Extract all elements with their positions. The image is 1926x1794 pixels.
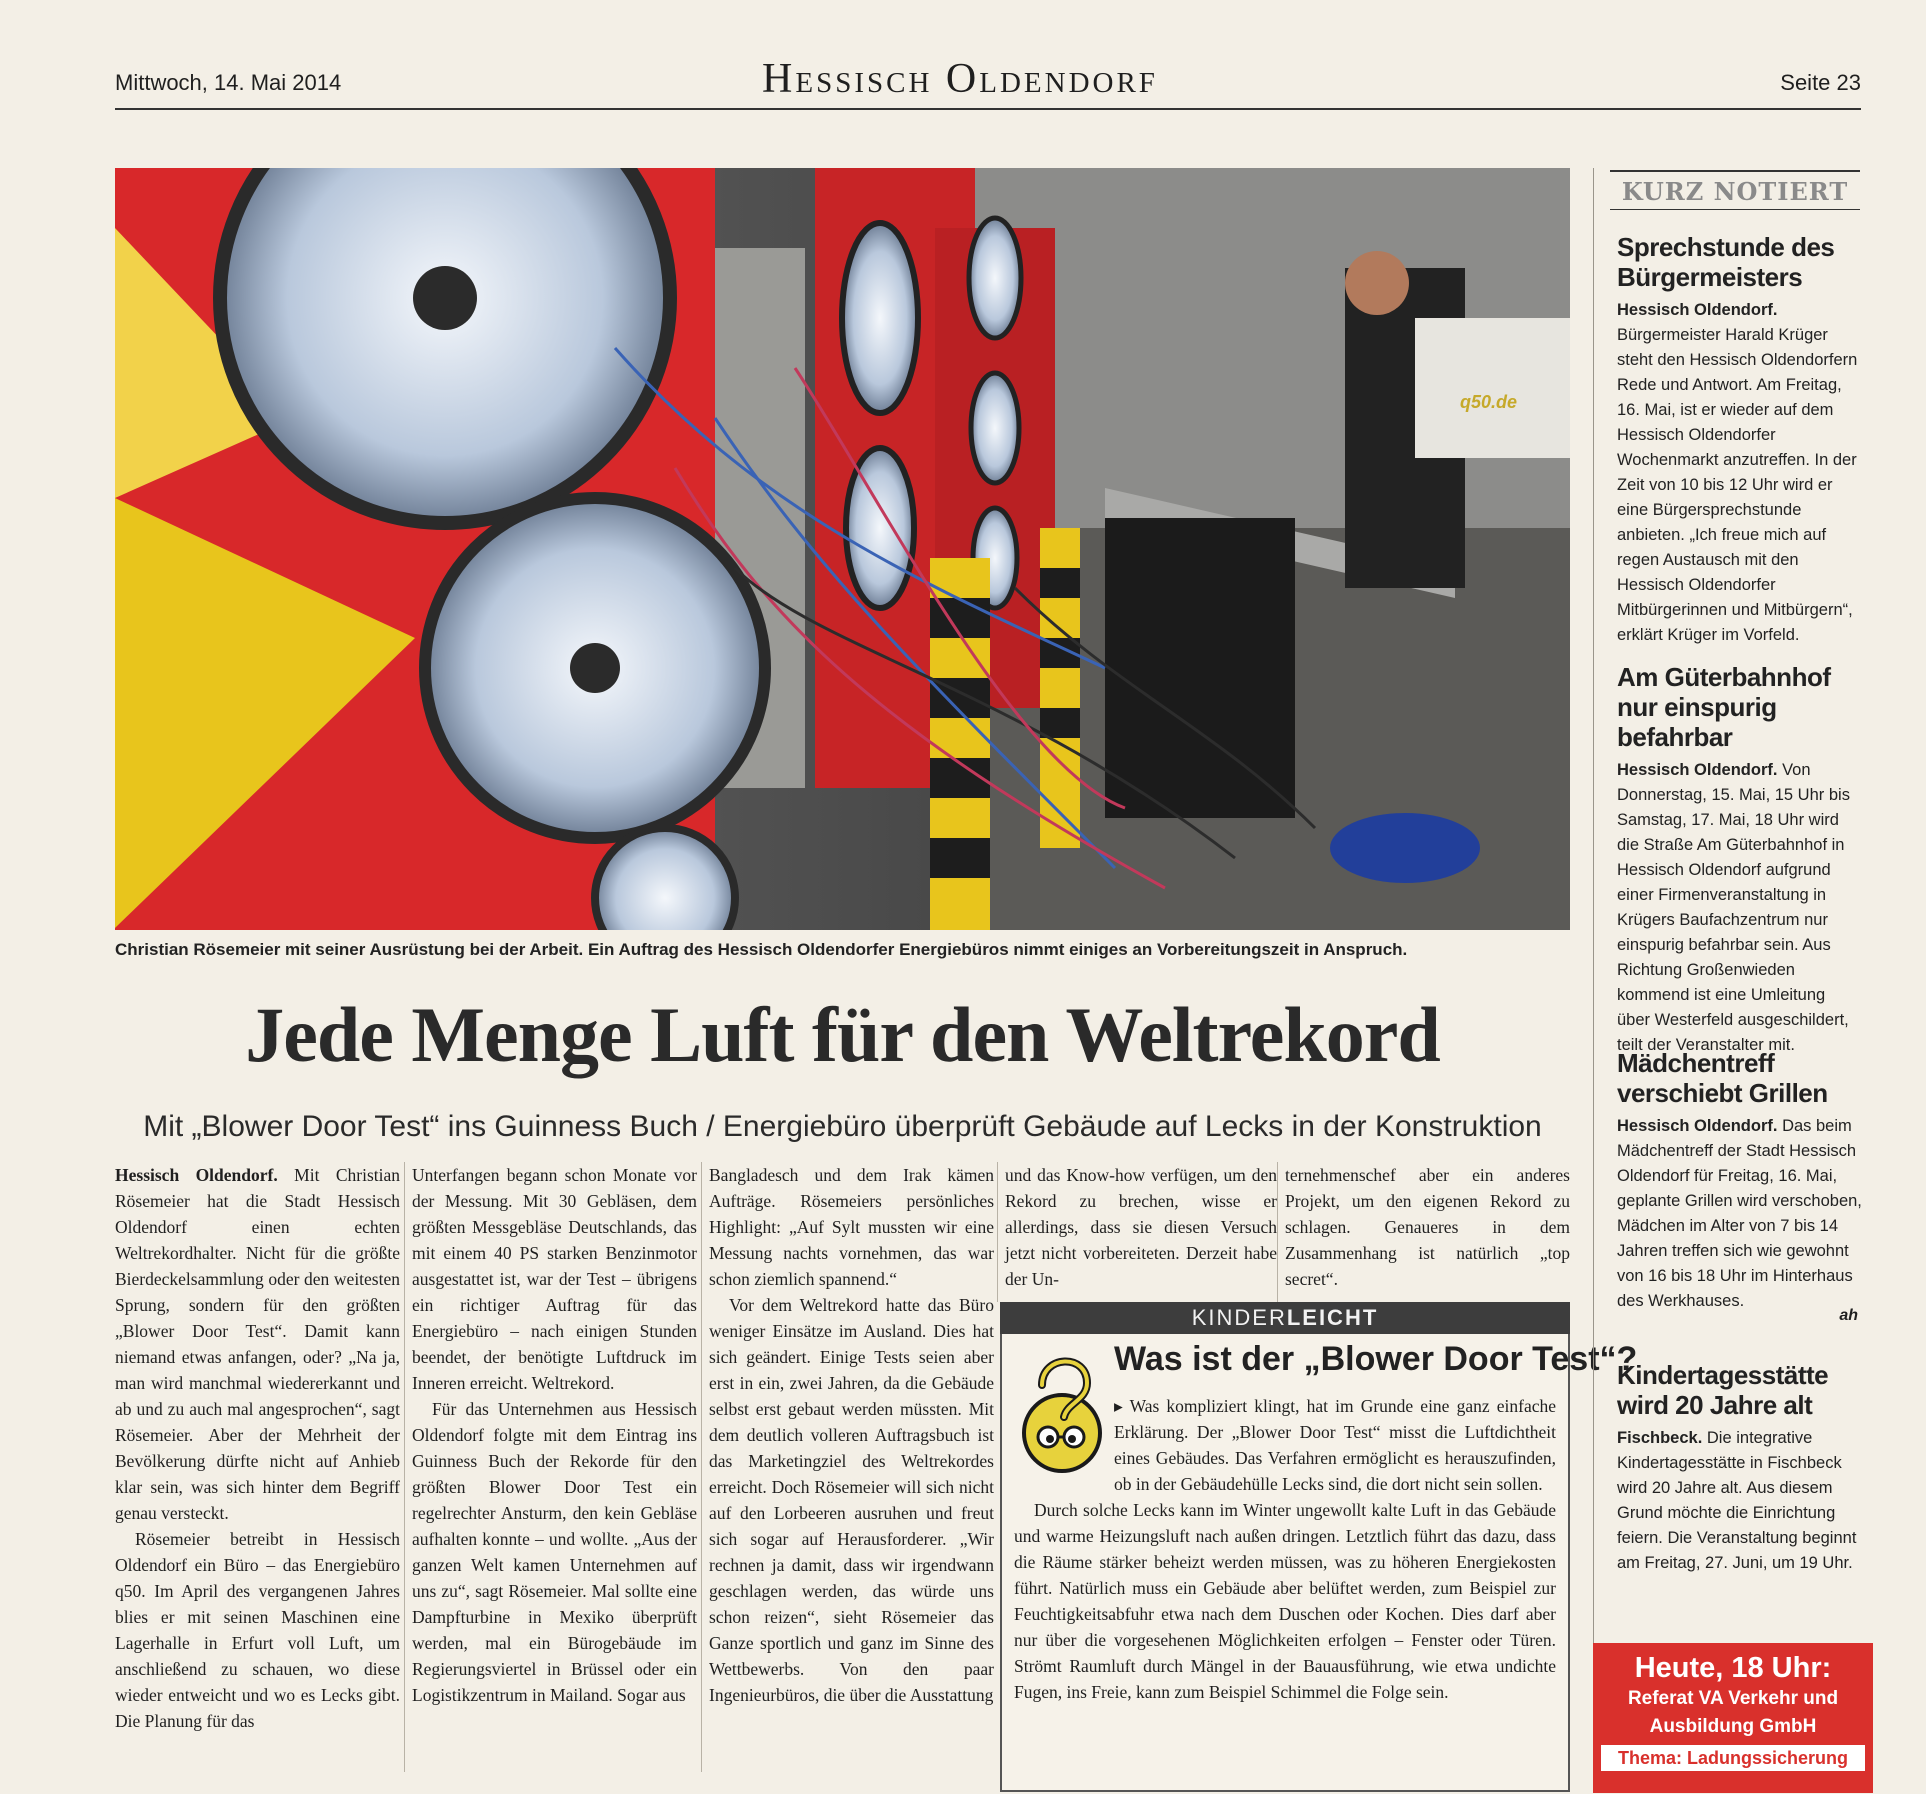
ad-theme: Thema: Ladungssicherung (1601, 1745, 1865, 1771)
sidebar-label: KURZ NOTIERT (1610, 170, 1860, 210)
sidebar-rule (1593, 168, 1594, 1760)
sidebar-item-body: Das beim Mädchentreff der Stadt Hessisch Oldendorf für Freitag, 16. Mai, geplante Grillen wird verschoben, Mädchen im Alter von 7 bis 14 Jahren treffen sich wie gewohnt von 16 bis 18 Uhr im Hinterhaus des Werkhauses. (1617, 1117, 1862, 1310)
article-subheadline: Mit „Blower Door Test“ ins Guinness Buch / Energiebüro überprüft Gebäude auf Lecks in der Konstruktion (143, 1110, 1542, 1143)
article-paragraph: Rösemeier betreibt in Hessisch Oldendorf ein Büro – das Energiebüro q50. Im April des vergangenen Jahres blies er mit seinen Maschinen eine Lagerhalle in Erfurt voll Luft, um anschließend zu schauen, wo diese wieder entweicht und wo es Lecks gibt. Die Planung für das (115, 1529, 400, 1731)
page-number: Seite 23 (1780, 70, 1861, 95)
infobox-title: Was ist der „Blower Door Test“? (1114, 1340, 1638, 1378)
van-sign-text: q50.de (1460, 392, 1518, 412)
column-rule (997, 1162, 998, 1302)
article-column-3 (709, 1162, 994, 1708)
sidebar-item-dateline: Hessisch Oldendorf. (1617, 761, 1778, 779)
kicker-part-b: LEICHT (1286, 1305, 1379, 1330)
article-paragraph: Vor dem Weltrekord hatte das Büro weniger Einsätze im Ausland. Dies hat sich geändert. Einige Tests seien aber erst in ein, zwei Jahren, da die Gebäude selbst erst gebaut werden müssten. Mit dem deutlich volleren Auftragsbuch ist das Marketingziel des Weltrekordes erreicht. Doch Rösemeier will sich nicht auf den Lorbeeren ausruhen und freut sich sogar auf Herausforderer. „Wir rechnen ja damit, dass wir irgendwann geschlagen werden, das würde uns schon reizen“, sieht Rösemeier das Ganze sportlich und ganz im Sinne des Wettbewerbs. Von den paar Ingenieurbüros, die über die Ausstattung (709, 1295, 994, 1705)
sidebar-item (1617, 1360, 1862, 1576)
infobox-paragraph: ▸ Was kompliziert klingt, hat im Grunde eine ganz einfache Erklärung. Der „Blower Door Test“ misst die Luftdichtheit eines Gebäudes. Das Verfahren ermöglicht es herauszufinden, ob in der Gebäudehülle Lecks sind, die dort nicht sein sollen. (1114, 1396, 1557, 1494)
article-paragraph: Unterfangen begann schon Monate vor der Messung. Mit 30 Gebläsen, dem größten Messgebläse Deutschlands, das mit einem 40 PS starken Benzinmotor ausgestattet ist, war der Test – übrigens ein richtiger Auftrag für das Energiebüro – nach einigen Stunden beendet, der benötigte Luftdruck im Inneren erreicht. Weltrekord. (412, 1165, 697, 1393)
sidebar-item-body: Die integrative Kindertagesstätte in Fischbeck wird 20 Jahre alt. Aus diesem Grund möchte die Einrichtung feiern. Die Veranstaltung beginnt am Freitag, 27. Juni, um 19 Uhr. (1617, 1429, 1857, 1572)
article-column-1 (115, 1162, 400, 1734)
ad-line: Ausbildung GmbH (1649, 1716, 1817, 1737)
infobox-paragraph: Durch solche Lecks kann im Winter ungewollt kalte Luft in das Gebäude und warme Heizungsluft nach außen dringen. Letztlich führt das dazu, dass die Räume stärker beheizt werden müssen, was zu höheren Energiekosten führt. Natürlich muss ein Gebäude aber belüftet werden, zum Beispiel zur Feuchtigkeitsabfuhr etwa nach dem Duschen oder Kochen. Dies darf aber nur über die vorgesehenen Möglichkeiten erfolgen – Fenster oder Türen. Strömt Raumluft durch Mängel in der Bauausführung, wie etwa undichte Fugen, ins Freie, kann zum Beispiel Schimmel die Folge sein. (1014, 1500, 1556, 1702)
article-headline: Jede Menge Luft für den Weltrekord (245, 991, 1440, 1078)
article-dateline: Hessisch Oldendorf. (115, 1165, 278, 1185)
event-advertisement (1593, 1643, 1873, 1793)
article-paragraph: Bangladesch und dem Irak kämen Aufträge. Rösemeiers persönliches Highlight: „Auf Sylt mussten wir eine Messung nachts vornehmen, das war schon ziemlich spannend.“ (709, 1165, 994, 1289)
author-initials: ah (1839, 1307, 1858, 1324)
article-paragraph: ternehmenschef aber ein anderes Projekt, um den eigenen Rekord zu schlagen. Genaueres in dem Zusammenhang ist natürlich „top secret“. (1285, 1165, 1570, 1289)
sidebar-item-text (1617, 298, 1862, 648)
photo-caption: Christian Rösemeier mit seiner Ausrüstung bei der Arbeit. Ein Auftrag des Hessisch Oldendorfer Energiebüros nimmt einiges an Vorbereitungszeit in Anspruch. (115, 940, 1408, 959)
sidebar-item-text (1617, 1114, 1862, 1314)
infobox-body (1014, 1393, 1556, 1705)
kinderleicht-kicker (1000, 1302, 1570, 1334)
article-paragraph: und das Know-how verfügen, um den Rekord zu brechen, wisse er allerdings, dass sie diesen Versuch jetzt nicht vorbereiteten. Derzeit habe der Un- (1005, 1165, 1277, 1289)
sidebar-item-text (1617, 758, 1862, 1058)
section-title: Hessisch Oldendorf (762, 56, 1158, 102)
kicker-part-a: KINDER (1191, 1305, 1287, 1330)
sidebar-item (1617, 232, 1862, 648)
sidebar-item (1617, 662, 1862, 1058)
article-paragraph: Mit Christian Rösemeier hat die Stadt Hessisch Oldendorf einen echten Weltrekordhalter. Nicht für die größte Bierdeckelsammlung oder den weitesten Sprung, sondern für den größten „Blower Door Test“. Damit kann niemand etwas anfangen, oder? „Na ja, man wird manchmal wiedererkannt und ab und zu auch mal angesprochen“, sagt Rösemeier. Aber der Mehrheit der Bevölkerung dürfte nicht auf Anhieb klar sein, was sich hinter dem Begriff genau versteckt. (115, 1165, 400, 1523)
issue-date: Mittwoch, 14. Mai 2014 (115, 70, 342, 95)
column-rule (404, 1162, 405, 1772)
photo-illustration (115, 168, 1570, 930)
icon-spacer (1014, 1393, 1114, 1488)
sidebar-item-body: Bürgermeister Harald Krüger steht den Hessisch Oldendorfern Rede und Antwort. Am Freitag, 16. Mai, ist er wieder auf dem Hessisch Oldendorfer Wochenmarkt anzutreffen. In der Zeit von 10 bis 12 Uhr wird er eine Bürgersprechstunde anbieten. „Ich freue mich auf regen Austausch mit den Hessisch Oldendorfer Mitbürgerinnen und Mitbürgern“, erklärt Krüger im Vorfeld. (1617, 326, 1858, 644)
article-column-2 (412, 1162, 697, 1708)
sidebar-item-body: Von Donnerstag, 15. Mai, 15 Uhr bis Samstag, 17. Mai, 18 Uhr wird die Straße Am Güterbahnhof in Hessisch Oldendorf aufgrund einer Firmenveranstaltung in Krügers Baufachzentrum nur einspurig befahrbar sein. Aus Richtung Großenwieden kommend ist eine Umleitung über Westerfeld ausgeschildert, teilt der Veranstalter mit. (1617, 761, 1850, 1054)
ad-line: Referat VA Verkehr und (1627, 1688, 1839, 1709)
sidebar-item (1617, 1048, 1862, 1314)
sidebar-item-title: Kindertagesstätte wird 20 Jahre alt (1617, 1360, 1829, 1420)
article-column-5 (1285, 1162, 1570, 1292)
sidebar-item-dateline: Hessisch Oldendorf. (1617, 301, 1778, 319)
infobox-paragraph-text: Was kompliziert klingt, hat im Grunde eine ganz einfache Erklärung. Der „Blower Door Test“ misst die Luftdichtheit eines Gebäudes. Das Verfahren ermöglicht es herauszufinden, ob in der Gebäudehülle Lecks sind, die dort nicht sein sollen. (1114, 1396, 1557, 1494)
sidebar-item-dateline: Fischbeck. (1617, 1429, 1703, 1447)
sidebar-item-title: Am Güterbahnhof nur einspurig befahrbar (1617, 662, 1831, 752)
sidebar-item-dateline: Hessisch Oldendorf. (1617, 1117, 1778, 1135)
column-rule (701, 1162, 702, 1772)
article-paragraph: Für das Unternehmen aus Hessisch Oldendorf folgte mit dem Eintrag ins Guinness Buch der Rekorde für den größten Blower Door Test ein regelrechter Ansturm, den kein Gebläse aufhalten konnte – und wollte. „Aus der ganzen Welt kamen Unternehmen auf uns zu“, sagt Rösemeier. Mal sollte eine Dampfturbine in Mexiko überprüft werden, mal ein Bürogebäude im Regierungsviertel in Brüssel oder ein Logistikzentrum in Mailand. Sogar aus (412, 1399, 697, 1705)
header-rule (115, 108, 1861, 110)
article-photo (115, 168, 1570, 930)
sidebar-item-title: Mädchentreff verschiebt Grillen (1617, 1048, 1828, 1108)
article-column-4 (1005, 1162, 1277, 1292)
sidebar-item-text (1617, 1426, 1862, 1576)
ad-headline: Heute, 18 Uhr: (1634, 1652, 1832, 1684)
sidebar-item-title: Sprechstunde des Bürgermeisters (1617, 232, 1835, 292)
column-rule (1277, 1162, 1278, 1302)
